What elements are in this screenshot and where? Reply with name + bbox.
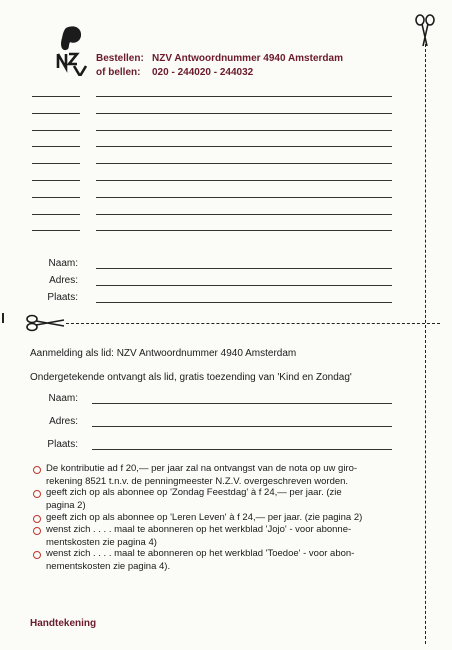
option-2-line1: geeft zich op als abonnee op 'Zondag Feestdag' à f 24,— per jaar. (zie (46, 487, 342, 498)
order-title-line[interactable] (96, 230, 392, 231)
order-quantity-line[interactable] (32, 163, 80, 164)
option-radio-3[interactable] (33, 515, 41, 523)
order-city-field[interactable] (96, 302, 392, 303)
option-radio-4[interactable] (33, 527, 41, 535)
option-1-line2: rekening 8521 t.n.v. de penningmeester N.Z.V. overgeschreven worden. (46, 476, 349, 487)
membership-intro: Ondergetekende ontvangt als lid, gratis toezending van 'Kind en Zondag' (30, 372, 352, 383)
option-2-line2: pagina 2) (46, 500, 86, 511)
order-title-line[interactable] (96, 163, 392, 164)
member-address-field[interactable] (92, 426, 392, 427)
option-4-line2: mentskosten zie pagina 4) (46, 537, 157, 548)
signature-label: Handtekening (30, 618, 97, 629)
nzv-logo (52, 24, 88, 76)
member-city-field[interactable] (92, 449, 392, 450)
order-title-line[interactable] (96, 130, 392, 131)
order-address-label: Adres: (49, 275, 78, 286)
order-quantity-line[interactable] (32, 180, 80, 181)
order-quantity-line[interactable] (32, 96, 80, 97)
horizontal-cut-line (66, 323, 440, 324)
member-address-label: Adres: (49, 416, 78, 427)
member-name-label: Naam: (48, 393, 78, 404)
member-city-label: Plaats: (47, 439, 78, 450)
order-title-line[interactable] (96, 197, 392, 198)
order-address: NZV Antwoordnummer 4940 Amsterdam (152, 53, 343, 64)
order-address-field[interactable] (96, 285, 392, 286)
order-label: Bestellen: (96, 53, 144, 64)
order-quantity-line[interactable] (32, 113, 80, 114)
order-name-label: Naam: (48, 258, 78, 269)
option-1-line1: De kontributie ad f 20,— per jaar zal na ontvangst van de nota op uw giro- (46, 463, 358, 474)
order-quantity-line[interactable] (32, 214, 80, 215)
order-quantity-line[interactable] (32, 197, 80, 198)
option-radio-5[interactable] (33, 551, 41, 559)
scissors-icon (413, 14, 437, 48)
vertical-cut-line (425, 44, 426, 644)
option-3-line1: geeft zich op als abonnee op 'Leren Leven' à f 24,— per jaar. (zie pagina 2) (46, 512, 363, 523)
order-title-line[interactable] (96, 146, 392, 147)
order-quantity-line[interactable] (32, 146, 80, 147)
order-title-line[interactable] (96, 96, 392, 97)
call-label: of bellen: (96, 67, 141, 78)
order-name-field[interactable] (96, 268, 392, 269)
option-5-line2: nementskosten zie pagina 4). (46, 561, 171, 572)
cut-mark-left (2, 313, 4, 323)
phone-numbers: 020 - 244020 - 244032 (152, 67, 254, 78)
order-quantity-line[interactable] (32, 230, 80, 231)
scissors-icon (26, 314, 66, 332)
option-radio-1[interactable] (33, 466, 41, 474)
membership-title: Aanmelding als lid: NZV Antwoordnummer 4940 Amsterdam (30, 348, 297, 359)
option-4-line1: wenst zich . . . . maal te abonneren op het werkblad 'Jojo' - voor abonne- (46, 524, 352, 535)
member-name-field[interactable] (92, 403, 392, 404)
order-title-line[interactable] (96, 180, 392, 181)
option-5-line1: wenst zich . . . . maal te abonneren op het werkblad 'Toedoe' - voor abon- (46, 548, 355, 559)
order-city-label: Plaats: (47, 292, 78, 303)
option-radio-2[interactable] (33, 490, 41, 498)
order-title-line[interactable] (96, 214, 392, 215)
order-title-line[interactable] (96, 113, 392, 114)
order-quantity-line[interactable] (32, 130, 80, 131)
